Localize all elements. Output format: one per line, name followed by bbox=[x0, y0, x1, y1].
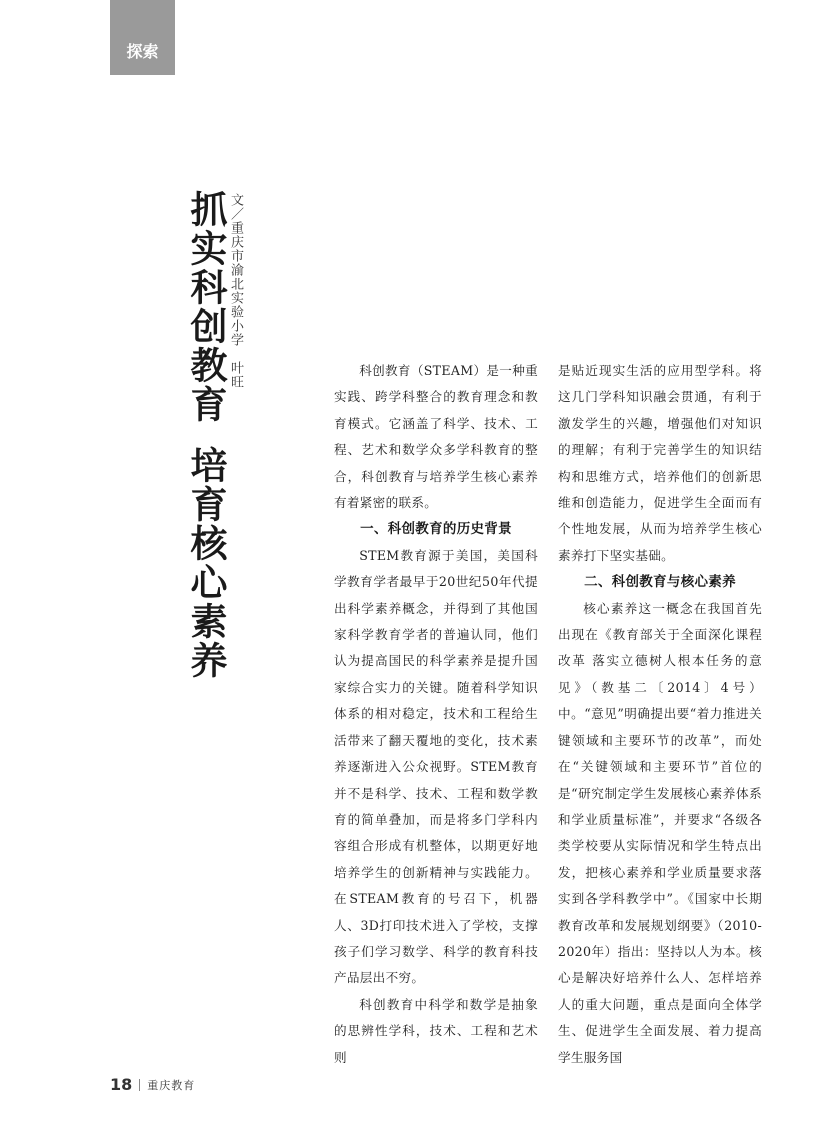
section-heading-2: 二、科创教育与核心素养 bbox=[584, 574, 736, 591]
title-part-2: 培育核心素养 bbox=[184, 446, 227, 680]
history-paragraph: STEM教育源于美国，美国科学教育学者最早于20世纪50年代提出科学素养概念，并得到了其他国家科学教育学者的普遍认同，他们认为提高国民的科学素养是提升国家综合实力的关键。随着科学知识体系的相对稳定，技术和工程给生活带来了翻天覆地的变化，技术素养逐渐进入公众视野。STEM教育并不是科学、技术、工程和数学教育的简单叠加，而是将多门学科内容组合形成有机整体，以期更好地培养学生的创新精神与实践能力。在STEAM教育的号召下，机器人、3D打印技术进入了学校，支撑孩子们学习数学、科学的教育科技产品层出不穷。 bbox=[334, 547, 538, 986]
intro-paragraph: 科创教育（STEAM）是一种重实践、跨学科整合的教育理念和教育模式。它涵盖了科学、技术、工程、艺术和数学众多学科教育的整合，科创教育与培养学生核心素养有着紧密的联系。 bbox=[334, 363, 538, 511]
section-tab: 探索 bbox=[110, 0, 175, 75]
column-2 bbox=[558, 358, 762, 1071]
column-1 bbox=[334, 358, 538, 1071]
core-literacy-paragraph: 核心素养这一概念在我国首先出现在《教育部关于全面深化课程改革 落实立德树人根本任务的意见》（教基二〔2014〕4号）中。“意见”明确提出要“着力推进关键领域和主要环节的改革”，而处在“关键领域和主要环节”首位的是“研究制定学生发展核心素养体系和学业质量标准”，并要求“各级各类学校要从实际情况和学生特点出发，把核心素养和学业质量要求落实到各学科教学中”。《国家中长期教育改革和发展规划纲要》（2010-2020年）指出：坚持以人为本。核心是解决好培养什么人、怎样培养人的重大问题，重点是面向全体学生、促进学生全面发展、着力提高学生服务国 bbox=[558, 600, 762, 1065]
footer-divider bbox=[139, 1079, 140, 1091]
article-title bbox=[184, 190, 226, 680]
section-heading-1: 一、科创教育的历史背景 bbox=[360, 521, 512, 538]
page-footer bbox=[110, 1075, 195, 1094]
steam-paragraph-continued: 是贴近现实生活的应用型学科。将这几门学科知识融会贯通，有利于激发学生的兴趣，增强他们对知识的理解；有利于完善学生的知识结构和思维方式，培养他们的创新思维和创造能力，促进学生全面而有个性地发展，从而为培养学生核心素养打下坚实基础。 bbox=[558, 363, 762, 563]
byline: 文／重庆市渝北实验小学 叶旺 bbox=[228, 193, 243, 389]
journal-name: 重庆教育 bbox=[147, 1078, 196, 1092]
page-number: 18 bbox=[110, 1075, 133, 1094]
title-part-1: 抓实科创教育 bbox=[184, 190, 227, 424]
steam-paragraph: 科创教育中科学和数学是抽象的思辨性学科，技术、工程和艺术则 bbox=[334, 996, 538, 1065]
